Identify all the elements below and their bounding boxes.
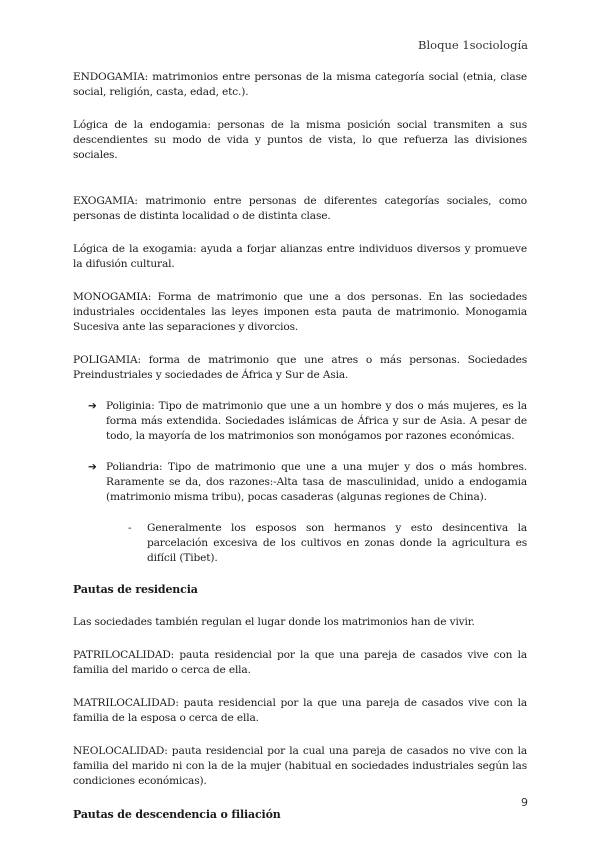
heading-residencia: Pautas de residencia: [73, 583, 198, 596]
paragraph-monogamia: MONOGAMIA: Forma de matrimonio que une a dos personas. En las sociedades industriales occidentales las leyes imponen esta pauta de matrimonio. Monogamia Sucesiva ante las separaciones y divorcios.: [73, 291, 527, 333]
paragraph-neolocalidad: NEOLOCALIDAD: pauta residencial por la cual una pareja de casados no vive con la familia del marido ni con la de la mujer (habitual en sociedades industriales según las condiciones económicas).: [73, 745, 527, 787]
running-header: Bloque 1sociología: [418, 38, 528, 52]
subbullet-poliandria: [73, 521, 527, 566]
arrow-bullet-icon: ➔: [88, 400, 97, 412]
bullet-poliginia: [73, 399, 527, 444]
bullet-poliginia-text: Poliginia: Tipo de matrimonio que une a un hombre y dos o más mujeres, es la forma más extendida. Sociedades islámicas de África y sur de Asia. A pesar de todo, la mayoría de los matrimonios son monógamos por razones económicas.: [106, 400, 527, 442]
paragraph-exogamia: EXOGAMIA: matrimonio entre personas de diferentes categorías sociales, como personas de distinta localidad o de distinta clase.: [73, 195, 527, 222]
paragraph-residencia-intro: Las sociedades también regulan el lugar donde los matrimonios han de vivir.: [73, 616, 475, 628]
paragraph-patrilocalidad: PATRILOCALIDAD: pauta residencial por la que una pareja de casados vive con la familia del marido o cerca de ella.: [73, 649, 527, 676]
paragraph-endogamia: ENDOGAMIA: matrimonios entre personas de la misma categoría social (etnia, clase social, religión, casta, edad, etc.).: [73, 71, 527, 98]
paragraph-logica-exogamia: Lógica de la exogamia: ayuda a forjar alianzas entre individuos diversos y promueve la difusión cultural.: [73, 243, 527, 270]
subbullet-poliandria-text: Generalmente los esposos son hermanos y esto desincentiva la parcelación excesiva de los cultivos en zonas donde la agricultura es difícil (Tibet).: [147, 522, 527, 564]
heading-descendencia: Pautas de descendencia o filiación: [73, 808, 281, 821]
paragraph-logica-endogamia: Lógica de la endogamia: personas de la misma posición social transmiten a sus descendientes su modo de vida y puntos de vista, lo que refuerza las divisiones sociales.: [73, 119, 527, 161]
dash-bullet-icon: -: [128, 522, 132, 534]
paragraph-matrilocalidad: MATRILOCALIDAD: pauta residencial por la que una pareja de casados vive con la familia de la esposa o cerca de ella.: [73, 697, 527, 724]
arrow-bullet-icon: ➔: [88, 461, 97, 473]
bullet-poliandria: [73, 460, 527, 505]
page-number: 9: [521, 796, 528, 809]
page-content: [73, 70, 527, 822]
paragraph-poligamia: POLIGAMIA: forma de matrimonio que une atres o más personas. Sociedades Preindustriales y sociedades de África y Sur de Asia.: [73, 354, 527, 381]
bullet-poliandria-text: Poliandria: Tipo de matrimonio que une a una mujer y dos o más hombres. Raramente se da, dos razones:-Alta tasa de masculinidad, unido a endogamia (matrimonio misma tribu), pocas casaderas (algunas regiones de China).: [106, 461, 527, 503]
